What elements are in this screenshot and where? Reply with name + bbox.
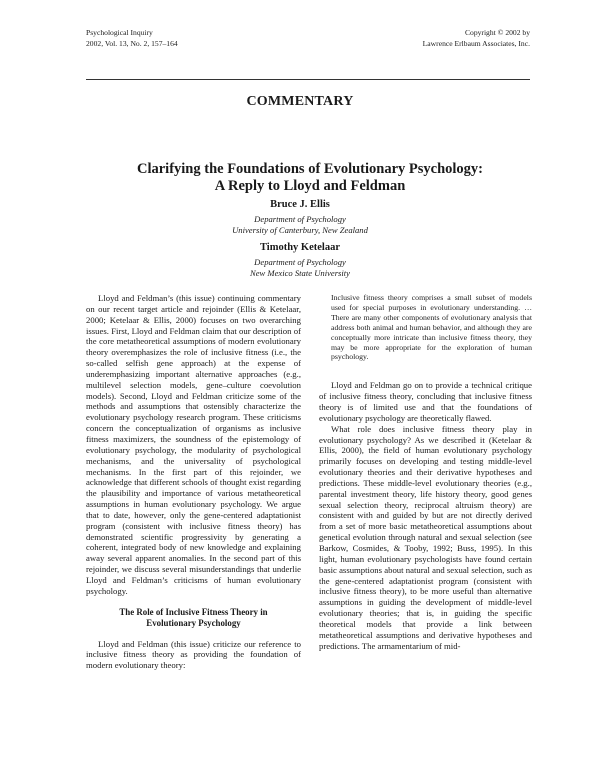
author-name-1: Bruce J. Ellis xyxy=(270,199,330,210)
spacer xyxy=(319,362,532,371)
author-department-1: Department of Psychology xyxy=(254,214,346,224)
publisher-line: Lawrence Erlbaum Associates, Inc. xyxy=(422,38,530,48)
subheading xyxy=(86,607,301,629)
intro-paragraph: Lloyd and Feldman’s (this issue) continuing commentary on our recent target article and rejoinder (Ellis & Ketelaar, 2000; Ketelaar & Ellis, 2000) focuses on two overarching issues. First, Lloyd and Feldman claim that our description of the core metatheoretical assumptions of modern evolutionary theory overemphasizes the role of inclusive fitness (i.e., the so-called selfish gene approach) at the expense of underemphasizing important alternative approaches (e.g., multilevel selection models, gene–culture coevolution models). Second, Lloyd and Feldman criticize some of the methods and assumptions that ostensibly characterize the evolutionary psychology research program. These criticisms concern the conceptualization of organisms as inclusive fitness maximizers, the soundness of the epistemology of evolutionary psychology, the modularity of psychological mechanisms, and the universality of psychological mechanisms. In the first part of this rejoinder, we acknowledge that different schools of thought exist regarding the plausibility and importance of various metatheoretical assumptions in human evolutionary psychology. We argue that to date, however, only the gene-centered adaptationist program (consistent with inclusive fitness theory) has demonstrated scientific progressivity by generating a coherent, integrated body of new knowledge and explaining away several apparent anomalies. In the second part of this rejoinder, we discuss several misunderstandings that underlie Lloyd and Feldman’s criticisms of human evolutionary psychology. xyxy=(86,293,301,596)
author-affiliation-1 xyxy=(0,214,600,236)
title-line-2: A Reply to Lloyd and Feldman xyxy=(214,178,406,194)
journal-issue: 2002, Vol. 13, No. 2, 157–164 xyxy=(86,38,178,48)
title-line-1: Clarifying the Foundations of Evolutionary Psychology: xyxy=(136,161,483,177)
subheading-line-2: Evolutionary Psychology xyxy=(146,617,241,628)
section-paragraph: Lloyd and Feldman (this issue) criticize our reference to inclusive fitness theory as providing the foundation of modern evolutionary theory: xyxy=(86,638,301,671)
author-institution-2: New Mexico State University xyxy=(250,268,350,278)
running-header-right xyxy=(423,28,530,49)
header-rule xyxy=(86,79,530,80)
author-affiliation-2 xyxy=(0,257,600,279)
author-institution-1: University of Canterbury, New Zealand xyxy=(232,225,368,235)
block-quote: Inclusive fitness theory comprises a small subset of models used for special purposes in evolutionary understanding. … There are many other components of evolutionary analysis that address both animal and human behavior, and although they are conceptually more intricate than inclusive fitness theory, they may be more appropriate for the exploration of human psychology. xyxy=(331,293,532,362)
right-column xyxy=(319,293,532,651)
subheading-line-1: The Role of Inclusive Fitness Theory in xyxy=(119,606,268,617)
running-header-left xyxy=(86,28,178,49)
section-label: COMMENTARY xyxy=(246,94,354,109)
spacer xyxy=(319,371,532,380)
article-title xyxy=(60,161,560,195)
paragraph-2: What role does inclusive fitness theory play in evolutionary psychology? As we described it (Ketelaar & Ellis, 2000), the field of human evolutionary psychology primarily focuses on developing and testing middle-level evolutionary theories and their derivative hypotheses and predictions. These middle-level evolutionary theories (e.g., parental investment theory, life history theory, good genes sexual selection theory, reciprocal altruism theory) are consistent with and guided by but are not directly derived from a set of more basic metatheoretical assumptions about genetical evolution through natural and sexual selection (see Barkow, Cosmides, & Tooby, 1992; Buss, 1995). In this light, human evolutionary psychologists have found certain basic assumptions about natural and sexual selection, such as the gene-centered adaptationist program (consistent with inclusive fitness theory), to be more useful than alternative assumptions in guiding the development of middle-level evolutionary theories; that is, in guiding the specific theoretical models that provide a link between metatheoretical assumptions and derivative hypotheses and predictions. The armamentarium of mid- xyxy=(319,423,532,651)
author-department-2: Department of Psychology xyxy=(254,257,346,267)
copyright-line: Copyright © 2002 by xyxy=(464,28,530,37)
left-column xyxy=(86,293,301,671)
author-name-2: Timothy Ketelaar xyxy=(259,242,340,253)
journal-name: Psychological Inquiry xyxy=(86,28,153,37)
paragraph-1: Lloyd and Feldman go on to provide a technical critique of inclusive fitness theory, concluding that inclusive fitness theory is of limited use and that the foundations of evolutionary psychology are theoretically flawed. xyxy=(319,380,532,423)
